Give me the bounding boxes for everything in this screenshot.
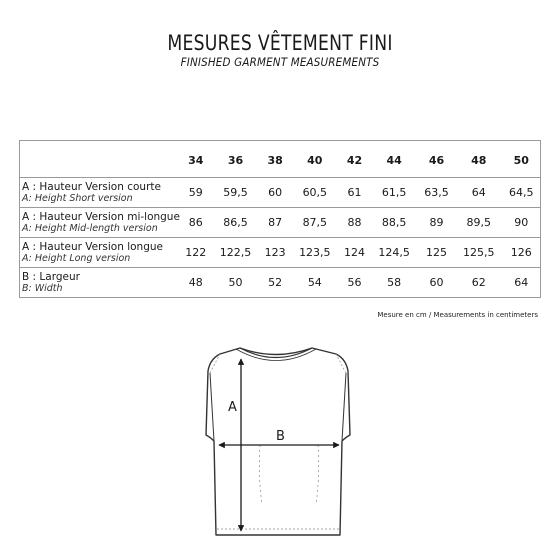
table-cell: 62	[471, 276, 486, 289]
units-note: Mesure en cm / Measurements in centimeters	[377, 311, 538, 319]
table-cell: 59	[188, 186, 203, 199]
table-cell: 63,5	[424, 186, 449, 199]
row-label-en: A: Height Long version	[22, 252, 131, 264]
table-row	[20, 268, 541, 298]
table-cell: 89	[429, 216, 444, 229]
row-label	[20, 238, 180, 268]
table-cell: 61	[347, 186, 362, 199]
measure-b-label: B	[276, 429, 285, 444]
sleeve-cuff-right	[342, 373, 346, 441]
table-cell: 86,5	[223, 216, 248, 229]
row-label-fr: A : Hauteur Version mi-longue	[22, 210, 180, 223]
table-cell: 123	[264, 246, 286, 259]
table-cell: 50	[228, 276, 243, 289]
row-label-en: A: Height Short version	[22, 192, 133, 204]
row-label-en: A: Height Mid-length version	[22, 222, 158, 234]
table-cell: 122,5	[219, 246, 252, 259]
table-cell: 86	[188, 216, 203, 229]
row-label	[20, 268, 180, 298]
table-cell: 125	[425, 246, 447, 259]
table-row	[20, 208, 541, 238]
measure-a-label: A	[228, 400, 237, 415]
row-label-fr: B : Largeur	[22, 270, 80, 283]
garment-diagram	[190, 345, 370, 545]
table-row	[20, 178, 541, 208]
size-header: 42	[346, 154, 363, 167]
dart-left	[259, 445, 262, 505]
table-row	[20, 238, 541, 268]
table-cell: 87,5	[302, 216, 328, 229]
table-cell: 87	[268, 216, 283, 229]
row-label	[20, 208, 180, 238]
table-cell: 124	[343, 246, 365, 259]
table-cell: 89,5	[466, 216, 492, 229]
size-header: 50	[513, 154, 529, 167]
table-cell: 52	[268, 276, 283, 289]
table-cell: 122	[185, 246, 207, 259]
table-cell: 88	[347, 216, 362, 229]
table-cell: 58	[387, 276, 402, 289]
table-cell: 54	[307, 276, 322, 289]
row-label-en: B: Width	[22, 282, 63, 294]
table-cell: 56	[347, 276, 362, 289]
size-header: 46	[428, 154, 445, 167]
measurements-table	[19, 140, 541, 298]
sleeve-cuff-left	[210, 373, 214, 441]
size-header: 38	[267, 154, 283, 167]
table-cell: 60,5	[302, 186, 328, 199]
table-cell: 59,5	[223, 186, 248, 199]
table-cell: 64,5	[509, 186, 534, 199]
table-cell: 60	[429, 276, 444, 289]
size-header: 34	[188, 154, 204, 167]
size-header: 48	[471, 154, 487, 167]
row-label-fr: A : Hauteur Version courte	[22, 180, 161, 193]
size-header: 44	[386, 154, 402, 167]
table-cell: 48	[188, 276, 203, 289]
table-cell: 60	[268, 186, 283, 199]
table-cell: 64	[471, 186, 486, 199]
page-subtitle: FINISHED GARMENT MEASUREMENTS	[180, 55, 380, 69]
row-label-fr: A : Hauteur Version longue	[22, 240, 163, 253]
table-cell: 126	[510, 246, 532, 259]
table-cell: 125,5	[463, 246, 495, 259]
row-label	[20, 178, 180, 208]
table-cell: 90	[514, 216, 529, 229]
size-header: 40	[307, 154, 323, 167]
table-cell: 124,5	[378, 246, 410, 259]
row-label-header	[20, 141, 180, 178]
page-title: MESURES VÊTEMENT FINI	[167, 31, 393, 55]
table-cell: 88,5	[381, 216, 407, 229]
size-header: 36	[227, 154, 244, 167]
table-cell: 64	[514, 276, 529, 289]
table-cell: 123,5	[299, 246, 331, 259]
table-cell: 61,5	[381, 186, 407, 199]
size-header-row	[20, 141, 541, 178]
dart-right	[316, 445, 319, 505]
